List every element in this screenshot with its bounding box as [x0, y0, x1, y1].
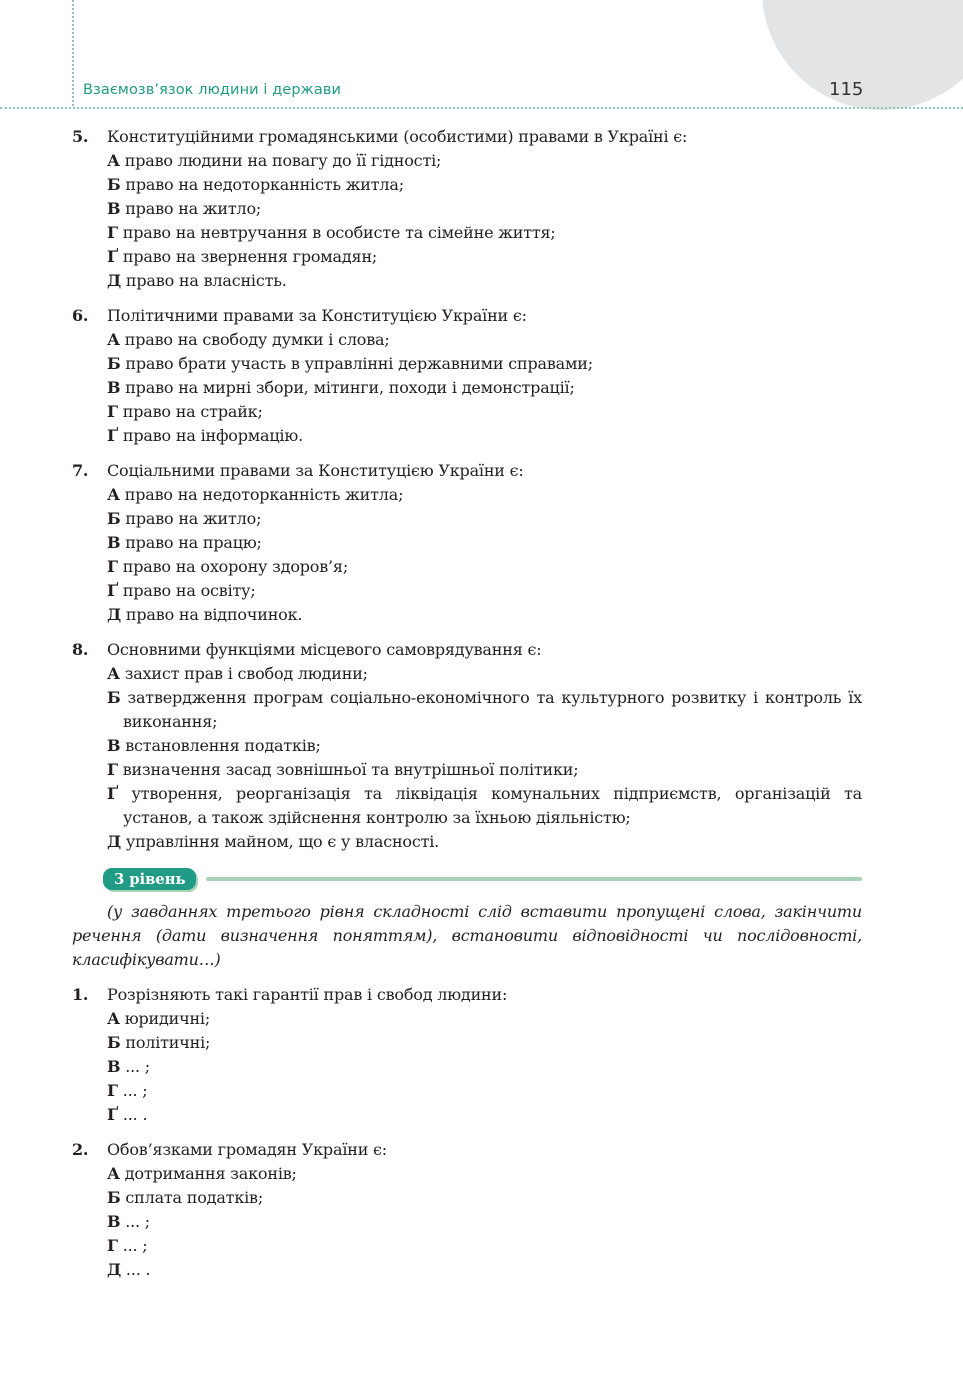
option-letter: Ґ [107, 1105, 119, 1124]
answer-option [107, 400, 862, 424]
question [72, 125, 862, 293]
option-letter: Д [107, 832, 122, 851]
option-text: право на відпочинок. [125, 605, 303, 624]
answer-option [107, 328, 862, 352]
answer-option [107, 1186, 862, 1210]
question-text: Обов’язками громадян України є: [107, 1140, 387, 1159]
option-letter: Ґ [107, 581, 119, 600]
answer-option [107, 579, 862, 603]
option-text: право на недоторканність житла; [125, 175, 404, 194]
option-text: право на страйк; [122, 402, 263, 421]
answer-option [107, 555, 862, 579]
answer-option [107, 1055, 862, 1079]
answer-option [107, 662, 862, 686]
option-text: ... . [122, 1105, 148, 1124]
option-letter: Б [107, 688, 121, 707]
option-text: юридичні; [124, 1009, 211, 1028]
option-text: право на інформацію. [122, 426, 303, 445]
option-letter: В [107, 533, 121, 552]
option-letter: Г [107, 760, 118, 779]
question-number: 8. [72, 640, 89, 659]
option-letter: Б [107, 1033, 121, 1052]
page-content [72, 125, 862, 1293]
option-letter: А [107, 1009, 120, 1028]
answer-option [107, 1079, 862, 1103]
option-letter: Г [107, 1081, 118, 1100]
answer-option [107, 376, 862, 400]
option-text: право на житло; [125, 509, 262, 528]
answer-option [107, 197, 862, 221]
option-letter: Г [107, 557, 118, 576]
answer-option [107, 1234, 862, 1258]
question-number: 2. [72, 1140, 89, 1159]
answer-option [107, 531, 862, 555]
option-text: ... ; [125, 1057, 150, 1076]
question-text: Політичними правами за Конституцією України є: [107, 306, 527, 325]
option-text: визначення засад зовнішньої та внутрішньої політики; [122, 760, 579, 779]
option-text: право на недоторканність житла; [124, 485, 404, 504]
question [72, 983, 862, 1127]
question [72, 459, 862, 627]
answer-option [107, 173, 862, 197]
option-letter: Д [107, 271, 122, 290]
answer-option [107, 686, 862, 734]
option-text: політичні; [125, 1033, 211, 1052]
answer-option [107, 1258, 862, 1282]
option-letter: А [107, 1164, 120, 1183]
answer-option [107, 269, 862, 293]
answer-option [107, 352, 862, 376]
question [72, 304, 862, 448]
option-letter: Г [107, 1236, 118, 1255]
option-letter: В [107, 1212, 121, 1231]
option-letter: В [107, 378, 121, 397]
option-letter: Б [107, 354, 121, 373]
option-letter: Г [107, 402, 118, 421]
level-heading [72, 868, 862, 894]
questions-level-2 [72, 125, 862, 854]
option-text: право на освіту; [122, 581, 256, 600]
answer-option [107, 1162, 862, 1186]
option-text: право на охорону здоров’я; [122, 557, 349, 576]
option-text: право на невтручання в особисте та сімейне життя; [122, 223, 556, 242]
answer-option [107, 603, 862, 627]
question-text: Конституційними громадянськими (особистими) правами в Україні є: [107, 127, 688, 146]
header-dotted-rule [0, 107, 963, 109]
answer-option [107, 424, 862, 448]
option-letter: Б [107, 509, 121, 528]
option-text: право людини на повагу до її гідності; [124, 151, 442, 170]
option-letter: Ґ [107, 426, 119, 445]
option-letter: А [107, 330, 120, 349]
level-rule [206, 877, 862, 881]
option-text: утворення, реорганізація та ліквідація комунальних підприємств, організацій та установ, а також здійснення контролю за їхньою діяльністю; [123, 784, 862, 827]
option-text: ... ; [122, 1236, 148, 1255]
answer-option [107, 758, 862, 782]
question [72, 1138, 862, 1282]
option-text: сплата податків; [125, 1188, 264, 1207]
option-letter: Г [107, 223, 118, 242]
answer-option [107, 1031, 862, 1055]
running-head: Взаємозв’язок людини і держави [83, 82, 341, 98]
option-text: право на житло; [125, 199, 262, 218]
option-letter: А [107, 485, 120, 504]
option-text: захист прав і свобод людини; [124, 664, 368, 683]
option-text: право на працю; [125, 533, 262, 552]
answer-option [107, 149, 862, 173]
answer-option [107, 734, 862, 758]
option-letter: В [107, 736, 121, 755]
option-text: ... ; [125, 1212, 150, 1231]
margin-dotted-vertical-rule [72, 0, 74, 106]
answer-option [107, 1007, 862, 1031]
answer-option [107, 245, 862, 269]
option-letter: А [107, 151, 120, 170]
option-letter: Д [107, 1260, 122, 1279]
answer-option [107, 483, 862, 507]
option-text: ... ; [122, 1081, 148, 1100]
option-letter: Ґ [107, 784, 119, 803]
level-badge: 3 рівень [103, 868, 196, 890]
option-text: право на звернення громадян; [122, 247, 378, 266]
question-text: Соціальними правами за Конституцією України є: [107, 461, 524, 480]
option-text: право на власність. [125, 271, 287, 290]
level-instructions: (у завданнях третього рівня складності слід вставити пропущені слова, закінчити речення (дати визначення поняттям), встановити відповідності чи послідовності, класифікувати…) [72, 902, 862, 969]
option-letter: Д [107, 605, 122, 624]
option-text: управління майном, що є у власності. [125, 832, 440, 851]
question [72, 638, 862, 854]
option-letter: Б [107, 175, 121, 194]
question-number: 6. [72, 306, 89, 325]
option-text: право на мирні збори, мітинги, походи і демонстрації; [125, 378, 575, 397]
answer-option [107, 1210, 862, 1234]
answer-option [107, 1103, 862, 1127]
option-text: встановлення податків; [125, 736, 321, 755]
option-text: право брати участь в управлінні державними справами; [125, 354, 593, 373]
question-number: 5. [72, 127, 89, 146]
option-text: ... . [125, 1260, 151, 1279]
option-letter: А [107, 664, 120, 683]
option-letter: В [107, 199, 121, 218]
question-number: 1. [72, 985, 89, 1004]
answer-option [107, 507, 862, 531]
answer-option [107, 221, 862, 245]
answer-option [107, 782, 862, 830]
answer-option [107, 830, 862, 854]
question-text: Розрізняють такі гарантії прав і свобод людини: [107, 985, 508, 1004]
option-text: право на свободу думки і слова; [124, 330, 390, 349]
questions-level-3 [72, 983, 862, 1282]
option-letter: Ґ [107, 247, 119, 266]
option-letter: В [107, 1057, 121, 1076]
option-letter: Б [107, 1188, 121, 1207]
question-number: 7. [72, 461, 89, 480]
question-text: Основними функціями місцевого самоврядування є: [107, 640, 542, 659]
page-number: 115 [829, 79, 864, 100]
option-text: затвердження програм соціально-економічного та культурного розвитку і контроль їх виконання; [123, 688, 862, 731]
option-text: дотримання законів; [124, 1164, 297, 1183]
